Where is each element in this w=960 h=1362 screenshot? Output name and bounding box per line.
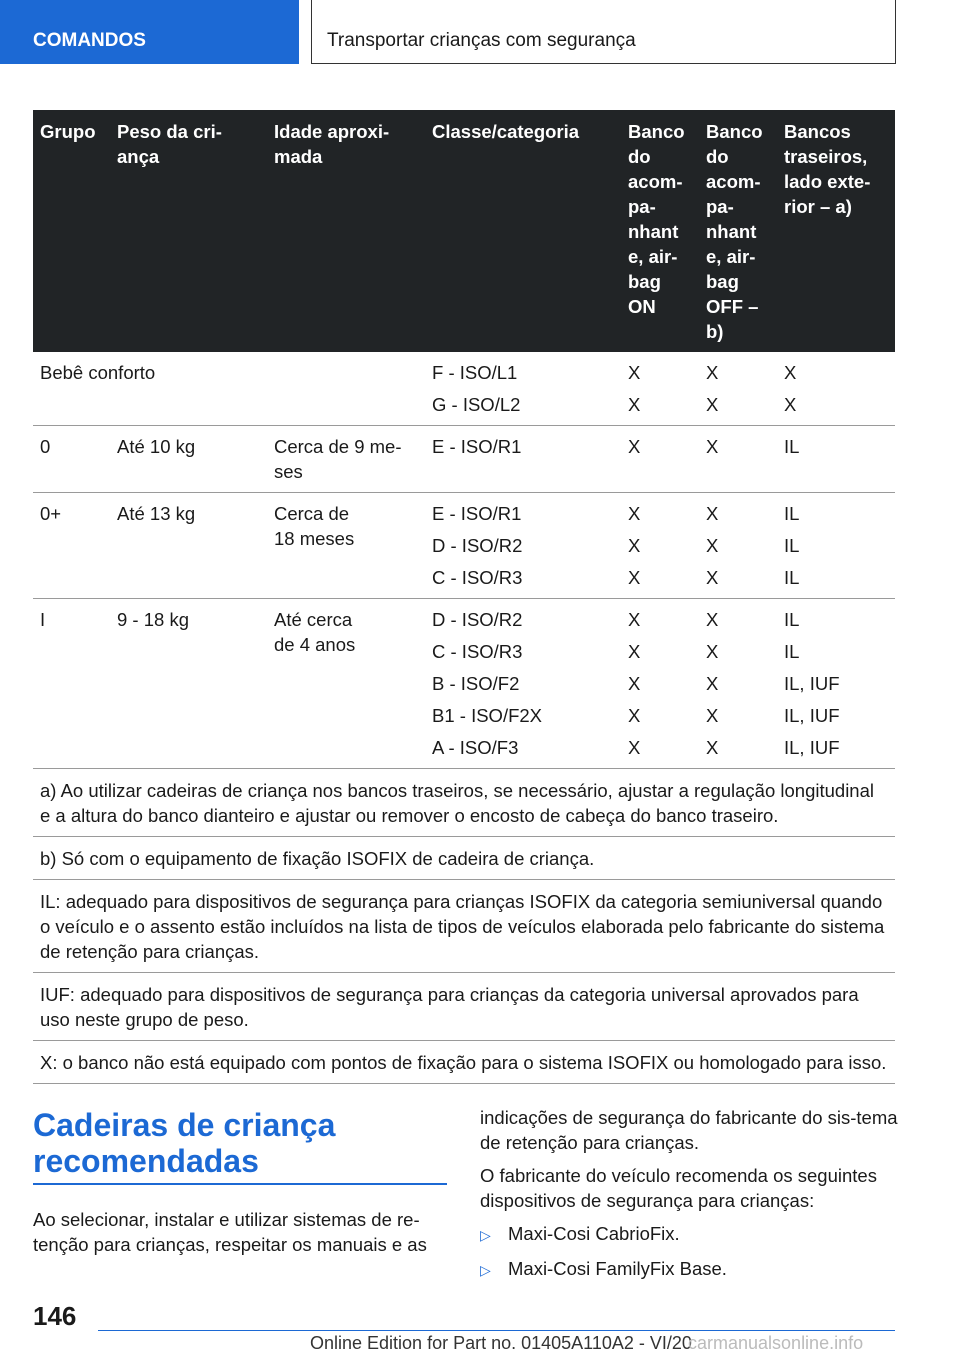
list-item-label: Maxi-Cosi FamilyFix Base. (508, 1258, 727, 1279)
cell-airbag-on-line: X (628, 641, 641, 662)
table-header-line: Grupo (40, 121, 96, 142)
cell-airbag-off-line: X (706, 362, 719, 383)
cell-age (267, 599, 425, 768)
cell-class-line: E - ISO/R1 (432, 436, 522, 457)
cell-airbag-off-line: X (706, 641, 719, 662)
table-header-row (33, 110, 895, 352)
cell-airbag-on-line: X (628, 567, 641, 588)
section-paragraph-continued: indicações de segurança do fabricante do sis-tema de retenção para crianças. (480, 1107, 898, 1153)
table-header-line: bag (706, 271, 739, 292)
list-item (480, 1256, 900, 1283)
cell-class-line: F - ISO/L1 (432, 362, 518, 383)
table-header-cell (777, 110, 895, 352)
cell-rear-seat-line: IL (784, 503, 800, 524)
cell-class (425, 426, 621, 492)
cell-airbag-off-line: X (706, 394, 719, 415)
cell-airbag-off-line: X (706, 705, 719, 726)
footer-edition: Online Edition for Part no. 01405A110A2 - VI/20 (310, 1333, 692, 1353)
cell-rear-seat-line: IL (784, 436, 800, 457)
cell-age-line: Cerca de 9 me- (274, 436, 402, 457)
cell-class-line: C - ISO/R3 (432, 641, 523, 662)
cell-airbag-on-line: X (628, 394, 641, 415)
footer-watermark: carmanualsonline.info (688, 1333, 864, 1353)
table-header-line: Peso da cri- (117, 121, 222, 142)
footer-rule (98, 1330, 895, 1331)
cell-group: 0+ (40, 503, 62, 524)
table-header-line: bag (628, 271, 661, 292)
cell-airbag-off-line: X (706, 737, 719, 758)
table-note: IUF: adequado para dispositivos de segurança para crianças da categoria universal aprovados para uso neste grupo de peso. (33, 973, 895, 1041)
table-header-line: Bancos (784, 121, 851, 142)
cell-airbag-on-line: X (628, 673, 641, 694)
table-note: IL: adequado para dispositivos de segurança para crianças ISOFIX da categoria semiuniversal quando o veículo e o assento estão incluídos na lista de tipos de veículos elaborada pelo fabricante do sistema de retenção para crianças. (33, 880, 895, 973)
cell-class-line: D - ISO/R2 (432, 609, 523, 630)
table-header-line: pa- (628, 196, 656, 217)
table-header-line: e, air- (628, 246, 678, 267)
table-row (33, 599, 895, 769)
page-number: 146 (33, 1301, 77, 1331)
cell-rear-seat-line: IL, IUF (784, 673, 840, 694)
table-header-cell (267, 110, 425, 352)
list-item (480, 1221, 900, 1248)
list-item-label: Maxi-Cosi CabrioFix. (508, 1223, 680, 1244)
table-header-line: ança (117, 146, 160, 167)
table-header-line: do (628, 146, 651, 167)
cell-rear-seat-line: IL (784, 641, 800, 662)
table-notes (33, 769, 895, 1084)
table-header-line: Idade aproxi- (274, 121, 390, 142)
cell-class-line: B - ISO/F2 (432, 673, 520, 694)
table-header-cell (621, 110, 699, 352)
cell-group: 0 (40, 436, 51, 457)
cell-age-line: Até cerca (274, 609, 353, 630)
cell-airbag-off (699, 493, 777, 598)
cell-weight: Até 10 kg (117, 436, 196, 457)
triangle-bullet-icon: ▷ (480, 1227, 491, 1243)
header-section-label: COMANDOS (33, 30, 146, 51)
table-header-cell (425, 110, 621, 352)
cell-class (425, 493, 621, 598)
header-chapter-title (311, 0, 896, 64)
cell-class-line: E - ISO/R1 (432, 503, 522, 524)
cell-airbag-on-line: X (628, 535, 641, 556)
section-intro-paragraph: Ao selecionar, instalar e utilizar sistemas de re-tenção para crianças, respeitar os manuais e as (33, 1209, 427, 1255)
table-header-line: Classe/categoria (432, 121, 580, 142)
cell-airbag-on-line: X (628, 705, 641, 726)
table-header-line: rior – a) (784, 196, 852, 217)
cell-class-line: B1 - ISO/F2X (432, 705, 543, 726)
table-header-line: mada (274, 146, 323, 167)
table-header-line: e, air- (706, 246, 756, 267)
table-header-line: do (706, 146, 729, 167)
cell-age-line: Cerca de (274, 503, 350, 524)
table-header-line: traseiros, (784, 146, 868, 167)
table-note: X: o banco não está equipado com pontos de fixação para o sistema ISOFIX ou homologado para isso. (33, 1041, 895, 1084)
cell-airbag-off-line: X (706, 609, 719, 630)
cell-airbag-off (699, 599, 777, 768)
table-header-line: nhant (706, 221, 757, 242)
table-row (33, 493, 895, 599)
cell-group: Bebê conforto (40, 362, 156, 383)
table-header-line: acom- (706, 171, 761, 192)
cell-rear-seat-line: IL (784, 535, 800, 556)
cell-airbag-on-line: X (628, 503, 641, 524)
cell-age (267, 426, 425, 492)
cell-age-line: 18 meses (274, 528, 355, 549)
cell-weight: 9 - 18 kg (117, 609, 189, 630)
triangle-bullet-icon: ▷ (480, 1262, 491, 1278)
cell-airbag-on (621, 493, 699, 598)
cell-airbag-off-line: X (706, 535, 719, 556)
cell-airbag-off (699, 352, 777, 425)
cell-airbag-off-line: X (706, 567, 719, 588)
table-body (33, 352, 895, 769)
table-header-line: b) (706, 321, 724, 342)
cell-airbag-on (621, 352, 699, 425)
cell-rear-seat (777, 599, 895, 768)
section-right-column (480, 1105, 900, 1291)
header-section-tab (0, 0, 299, 64)
table-row (33, 426, 895, 493)
section-heading-line2: recomendadas (33, 1143, 259, 1179)
cell-airbag-off-line: X (706, 503, 719, 524)
cell-airbag-off-line: X (706, 436, 719, 457)
cell-rear-seat-line: IL (784, 567, 800, 588)
table-header-cell (110, 110, 267, 352)
table-header-line: ON (628, 296, 656, 317)
cell-age-line: de 4 anos (274, 634, 356, 655)
cell-rear-seat (777, 493, 895, 598)
cell-airbag-on (621, 426, 699, 492)
cell-airbag-off-line: X (706, 673, 719, 694)
cell-weight: Até 13 kg (117, 503, 196, 524)
table-header-cell (33, 110, 110, 352)
cell-class-line: A - ISO/F3 (432, 737, 519, 758)
cell-rear-seat-line: X (784, 394, 797, 415)
table-row (33, 352, 895, 426)
cell-airbag-on-line: X (628, 436, 641, 457)
table-header-line: OFF – (706, 296, 759, 317)
table-note: a) Ao utilizar cadeiras de criança nos bancos traseiros, se necessário, ajustar a regulação longitudinal e a altura do banco dianteiro e ajustar ou remover o encosto de cabeça do banco traseiro. (33, 769, 895, 837)
cell-rear-seat-line: IL (784, 609, 800, 630)
table-header-line: lado exte- (784, 171, 871, 192)
table-header-line: pa- (706, 196, 734, 217)
cell-airbag-on-line: X (628, 609, 641, 630)
header-chapter-label: Transportar crianças com segurança (327, 30, 636, 51)
section-heading (33, 1107, 447, 1179)
cell-class-line: C - ISO/R3 (432, 567, 523, 588)
cell-airbag-off (699, 426, 777, 492)
cell-airbag-on (621, 599, 699, 768)
section-heading-rule (33, 1183, 447, 1185)
table-header-cell (699, 110, 777, 352)
section-paragraph-recommendation: O fabricante do veículo recomenda os seguintes dispositivos de segurança para crianças: (480, 1165, 877, 1211)
table-header-line: acom- (628, 171, 683, 192)
cell-rear-seat (777, 426, 895, 492)
cell-rear-seat-line: IL, IUF (784, 705, 840, 726)
cell-group: I (40, 609, 46, 630)
cell-class (425, 599, 621, 768)
cell-class-line: D - ISO/R2 (432, 535, 523, 556)
cell-airbag-on-line: X (628, 737, 641, 758)
section-heading-line1: Cadeiras de criança (33, 1107, 336, 1143)
child-seat-table (33, 110, 895, 1084)
cell-age (267, 493, 425, 598)
table-note: b) Só com o equipamento de fixação ISOFIX de cadeira de criança. (33, 837, 895, 880)
cell-age-line: ses (274, 461, 303, 482)
cell-rear-seat-line: X (784, 362, 797, 383)
cell-rear-seat-line: IL, IUF (784, 737, 840, 758)
cell-airbag-on-line: X (628, 362, 641, 383)
table-header-line: Banco (628, 121, 685, 142)
cell-class-line: G - ISO/L2 (432, 394, 521, 415)
table-header-line: Banco (706, 121, 763, 142)
cell-rear-seat (777, 352, 895, 425)
table-header-line: nhant (628, 221, 679, 242)
cell-class (425, 352, 621, 425)
